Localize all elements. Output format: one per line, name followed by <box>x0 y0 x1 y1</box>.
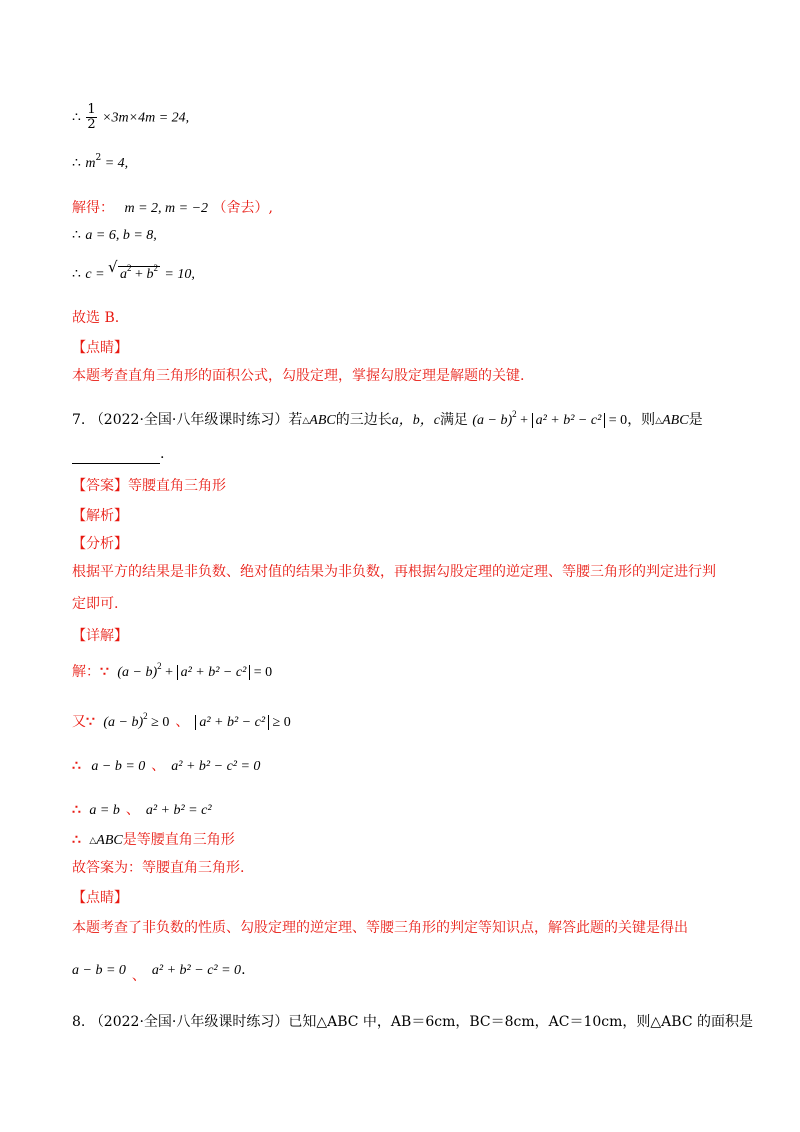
calc-line-3: 解得： m = 2, m = −2 （舍去）, <box>72 200 273 216</box>
discard-note: （舍去）, <box>212 200 273 216</box>
answer-tag: 【答案】 <box>72 478 128 494</box>
detail-line-3: ∴ a − b = 0 、 a² + b² − c² = 0 <box>72 758 261 774</box>
fenxi-text-1: 根据平方的结果是非负数、绝对值的结果为非负数，再根据勾股定理的逆定理、等腰三角形的判定进行判 <box>72 564 716 580</box>
comment-text: 本题考查直角三角形的面积公式，勾股定理，掌握勾股定理是解题的关键. <box>72 368 525 384</box>
final-answer: 故答案为：等腰直角三角形. <box>72 860 245 876</box>
question-number: 7. <box>72 412 86 428</box>
condition-equation: $(a - b)^2 + a^2 + b^2 - c^2 = 0$ <box>472 409 628 428</box>
therefore-symbol: ∴ <box>72 109 81 126</box>
detail-line-1: 解：∵ $(a - b)^2 + a^2 + b^2 - c^2 = 0$ <box>72 661 273 680</box>
detail-line-2: 又∵ $(a - b)^2 \ge 0$ 、 a² + b² − c² ≥ 0 <box>72 711 291 730</box>
because-symbol: ∵ <box>100 664 109 680</box>
detail-tag: 【详解】 <box>72 628 128 644</box>
question-text: 已知△ABC 中，AB＝6cm，BC＝8cm，AC＝10cm，则△ABC 的面积是 <box>288 1014 753 1030</box>
solve-label: 解得： <box>72 200 114 216</box>
answer-choice: 故选 B. <box>72 310 120 326</box>
answer-text: 等腰直角三角形 <box>128 478 226 494</box>
detail-line-5: ∴ △ABC是等腰直角三角形 <box>72 832 235 848</box>
comment-tag-2: 【点睛】 <box>72 890 128 906</box>
question-source: （2022·全国·八年级课时练习） <box>89 1014 289 1030</box>
calc-line-4: ∴ a = 6, b = 8, <box>72 227 157 243</box>
comment-equations: a − b = 0 、 a² + b² − c² = 0. <box>72 962 246 984</box>
analysis-tag: 【解析】 <box>72 508 128 524</box>
square-root: √ $a^2 + b^2$ <box>108 258 160 285</box>
comment-text-2: 本题考查了非负数的性质、勾股定理的逆定理、等腰三角形的判定等知识点，解答此题的关键是得出 <box>72 920 688 936</box>
question-8 <box>72 1012 753 1032</box>
blank-line <box>72 449 160 464</box>
detail-line-4: ∴ a = b 、 a² + b² = c² <box>72 802 212 818</box>
fraction-one-half: $\frac{1}{2}$ <box>87 102 96 132</box>
fenxi-tag: 【分析】 <box>72 536 128 552</box>
question-7: 7. （2022·全国·八年级课时练习）若△ABC的三边长a，b，c满足 $(a - b)^2 + a^2 + b^2 - c^2 = 0$，则△ABC是 <box>72 409 703 428</box>
answer-line <box>72 476 226 496</box>
calc-line-5: ∴ c = √ $a^2 + b^2 = 10$, <box>72 258 195 285</box>
calc-line-1 <box>72 103 189 132</box>
comment-tag: 【点睛】 <box>72 340 128 356</box>
triangle-symbol: △ <box>302 416 310 426</box>
calc-line-2: ∴ $m^2 = 4$, <box>72 153 129 171</box>
question-source: （2022·全国·八年级课时练习） <box>89 412 289 428</box>
answer-blank: . <box>72 444 164 464</box>
question-number: 8. <box>72 1014 86 1030</box>
area-equation: ×3m×4m = 24, <box>102 110 190 126</box>
fenxi-text-2: 定即可. <box>72 596 119 612</box>
